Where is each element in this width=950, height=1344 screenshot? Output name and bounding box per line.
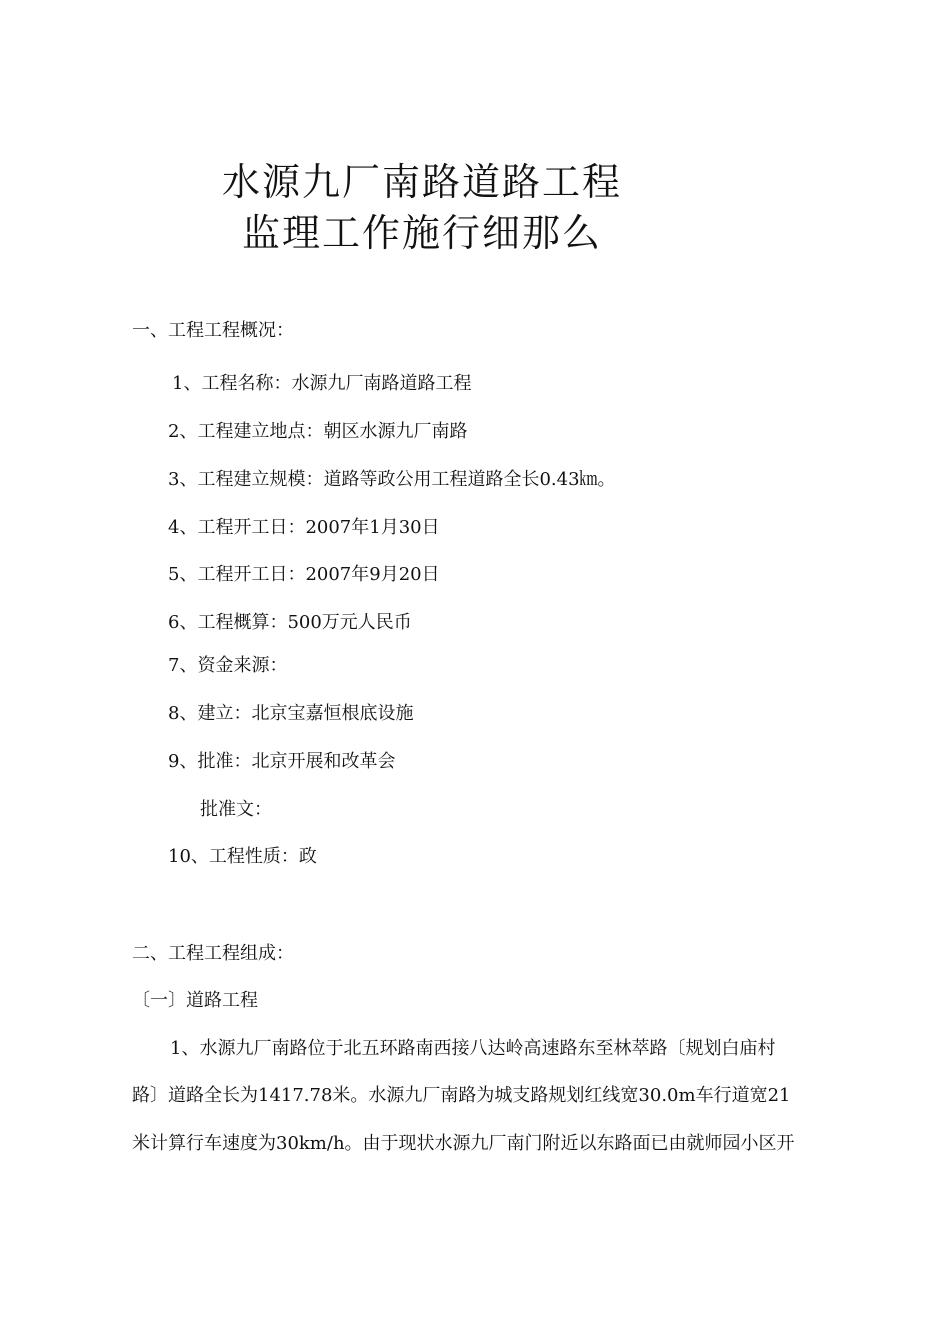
overview-item: 3、工程建立规模：道路等政公用工程道路全长0.43㎞。	[168, 469, 616, 490]
overview-item: 5、工程开工日：2007年9月20日	[168, 564, 440, 585]
paragraph-line: 路〕道路全长为1417.78米。水源九厂南路为城支路规划红线宽30.0m车行道宽21	[132, 1085, 791, 1106]
overview-item: 1、工程名称：水源九厂南路道路工程	[172, 373, 472, 394]
overview-item: 9、批准：北京开展和改革会	[168, 751, 396, 772]
paragraph-line: 米计算行车速度为30km/h。由于现状水源九厂南门附近以东路面已由就师园小区开	[132, 1133, 795, 1154]
paragraph-line: 1、水源九厂南路位于北五环路南西接八达岭高速路东至林萃路〔规划白庙村	[170, 1038, 776, 1059]
document-title-line-2: 监理工作施行细那么	[242, 211, 603, 255]
overview-item: 8、建立：北京宝嘉恒根底设施	[168, 703, 414, 724]
overview-item: 批准文：	[200, 799, 272, 820]
overview-item: 4、工程开工日：2007年1月30日	[168, 517, 440, 538]
section-heading-composition: 二、工程工程组成：	[132, 943, 294, 964]
document-title-line-1: 水源九厂南路道路工程	[222, 160, 623, 204]
overview-item: 2、工程建立地点：朝区水源九厂南路	[168, 421, 468, 442]
overview-item: 7、资金来源：	[168, 655, 288, 676]
section-heading-overview: 一、工程工程概况：	[132, 320, 294, 341]
overview-item: 10、工程性质：政	[168, 846, 317, 867]
overview-item: 6、工程概算：500万元人民币	[168, 612, 412, 633]
subsection-heading-road: 〔一〕道路工程	[132, 990, 258, 1011]
